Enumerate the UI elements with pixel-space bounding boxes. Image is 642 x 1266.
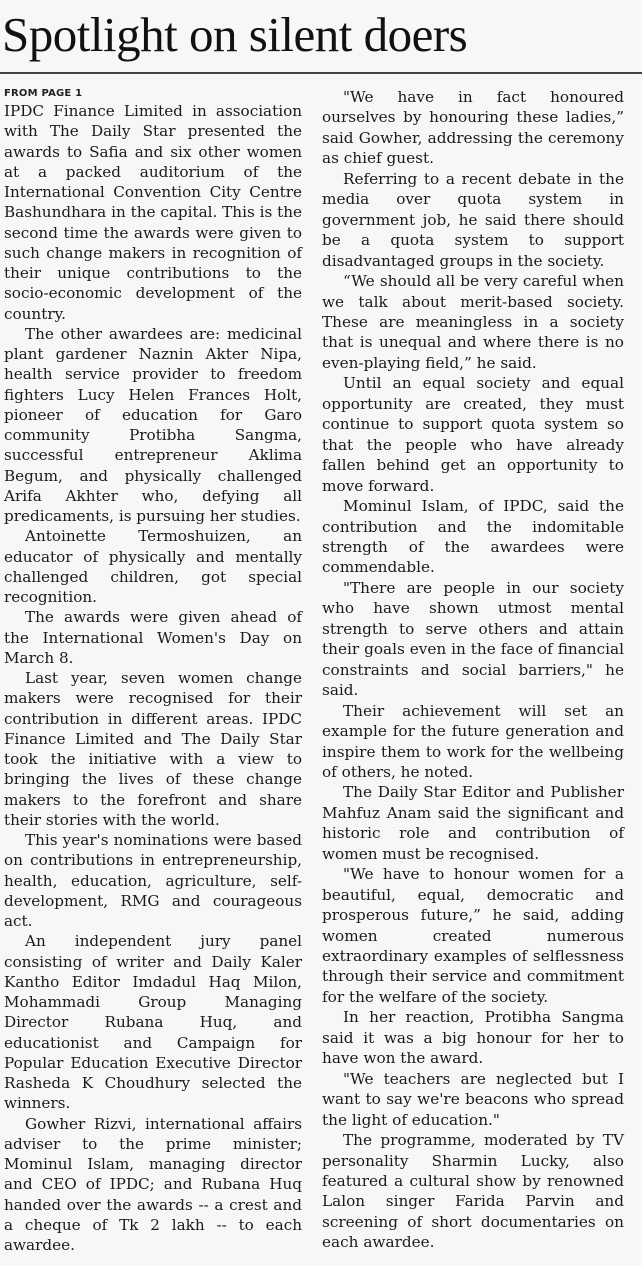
paragraph: This year's nominations were based on contributions in entrepreneurship, health, education, agriculture, self-development, RMG and courageous act. (4, 831, 302, 930)
paragraph: The programme, moderated by TV personality Sharmin Lucky, also featured a cultural show by renowned Lalon singer Farida Parvin and screening of short documentaries on each awardee. (322, 1131, 624, 1252)
paragraph: "We teachers are neglected but I want to say we're beacons who spread the light of education." (322, 1069, 624, 1129)
headline: Spotlight on silent doers (2, 7, 468, 62)
paragraph: "There are people in our society who have shown utmost mental strength to serve others and attain their goals even in the face of financial constraints and social barriers," he said. (322, 578, 624, 700)
paragraph: Until an equal society and equal opportunity are created, they must continue to support quota system so that the people who have already fallen behind get an opportunity to move forward. (322, 374, 624, 495)
right-column (322, 87, 624, 1253)
paragraph: IPDC Finance Limited in association with The Daily Star presented the awards to Safia and six other women at a packed auditorium of the International Convention City Centre Bashundhara in the capital. This is the second time the awards were given to such change makers in recognition of their unique contributions to the socio-economic development of the country. (4, 102, 302, 323)
continued-from-label: FROM PAGE 1 (4, 88, 83, 99)
paragraph: Their achievement will set an example for the future generation and inspire them to work for the wellbeing of others, he noted. (322, 701, 624, 781)
paragraph: Antoinette Termoshuizen, an educator of physically and mentally challenged children, got special recognition. (4, 527, 302, 606)
paragraph: “We should all be very careful when we talk about merit-based society. These are meaningless in a society that is unequal and where there is no even-playing field,” he said. (322, 272, 624, 372)
paragraph: The Daily Star Editor and Publisher Mahfuz Anam said the significant and historic role and contribution of women must be recognised. (322, 783, 624, 863)
paragraph: "We have to honour women for a beautiful, equal, democratic and prosperous future,” he said, adding women created numerous extraordinary examples of selflessness through their service and commitment for the welfare of the society. (322, 865, 624, 1006)
paragraph: An independent jury panel consisting of writer and Daily Kaler Kantho Editor Imdadul Haq Milon, Mohammadi Group Managing Director Rubana Huq, and educationist and Campaign for Popular Education Executive Director Rasheda K Choudhury selected the winners. (4, 932, 302, 1113)
left-column (4, 86, 302, 1255)
paragraph: In her reaction, Protibha Sangma said it was a big honour for her to have won the award. (322, 1008, 624, 1068)
headline-rule (0, 72, 642, 74)
paragraph: The awards were given ahead of the International Women's Day on March 8. (4, 608, 302, 667)
paragraph: Gowher Rizvi, international affairs adviser to the prime minister; Mominul Islam, managing director and CEO of IPDC; and Rubana Huq handed over the awards -- a crest and a cheque of Tk 2 lakh -- to each awardee. (4, 1114, 302, 1254)
paragraph: Referring to a recent debate in the media over quota system in government job, he said there should be a quota system to support disadvantaged groups in the society. (322, 169, 624, 270)
paragraph: The other awardees are: medicinal plant gardener Naznin Akter Nipa, health service provider to freedom fighters Lucy Helen Frances Holt, pioneer of education for Garo community Protibha Sangma, successful entrepreneur Aklima Begum, and physically challenged Arifa Akhter who, defying all predicaments, is pursuing her studies. (4, 324, 302, 525)
paragraph: Mominul Islam, of IPDC, said the contribution and the indomitable strength of the awardees were commendable. (322, 497, 624, 577)
paragraph: "We have in fact honoured ourselves by honouring these ladies,” said Gowher, addressing the ceremony as chief guest. (322, 88, 624, 168)
paragraph: Last year, seven women change makers were recognised for their contribution in different areas. IPDC Finance Limited and The Daily Star took the initiative with a view to bringing the lives of these change makers to the forefront and share their stories with the world. (4, 669, 302, 829)
